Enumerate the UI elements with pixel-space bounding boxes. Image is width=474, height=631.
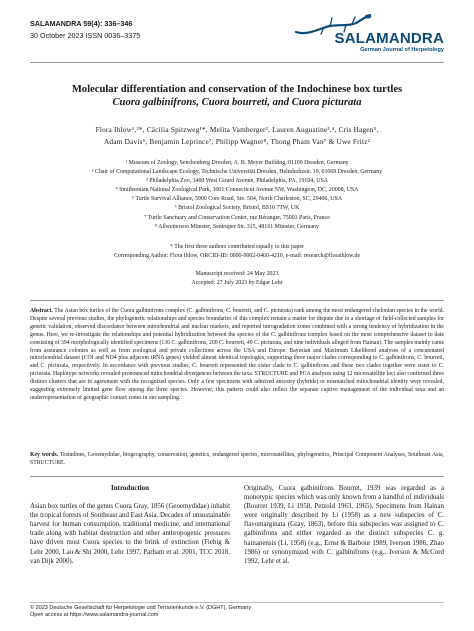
header-divider <box>30 62 444 63</box>
publication-date-line: 30 October 2023 ISSN 0036–3375 <box>30 30 141 40</box>
abstract-text: The Asian box turtles of the Cuora galbinifrons complex (C. galbinifrons, C. bourreti, and C. picturata) rank among the most endangered chelonian species in the world. Despite several previous studies, the phylogenetic relationships and species boundaries of this complex remain a matter for dispute due to a shortage of field-collected samples for genetic validation, observed discordance between mitochondrial and nuclear markers, and reported introgradation zones combined with a strong tendency of hybridization in the genus. Here, we re-investigate the relationships and potential hybridization between the species of the C. galbinifrons complex based on the most comprehensive dataset to date consisting of 394 morphologically identified specimens (136 C. galbinifrons, 200 C. bourreti, 49 C. picturata, and nine individuals alleged from Hainan). The samples mainly came from assurance colonies as well as from zoological and private collections across the USA and Europe. Bayesian and Maximum Likelihood analyses of a concatenated mitochondrial dataset (COI and ND4 plus adjacent tRNA genes) yielded almost identical topologies, supporting three major clades corresponding to C. galbinifrons, C. bourreti, and C. picturata, respectively. In accordance with previous studies, C. bourreti represented the sister clade to C. galbinifrons and these two clades together were sister to C. picturata. Haplotype networks revealed pronounced mitochondrial divergences between the taxa. STRUCTURE and PCA analyses using 12 microsatellite loci also confirmed three distinct clusters that are in agreement with the recognized species. Only a few specimens with admixed ancestry (hybrids) or mismatched mitochondrial identity were revealed, suggesting extremely limited gene flow among the three species. However, this pattern could also reflect the separate captive management of the individual taxa and an underrepresentation of geographic contact zones in our sampling. <box>30 308 444 401</box>
affiliation: ² Chair of Computational Landscape Ecology, Technische Universität Dresden, Helmholtzstr. 10, 01069 Dresden, Germany <box>91 169 383 176</box>
corresponding-author: Corresponding Author: Flora Ihlow, ORCID-ID: 0000-0002-0460-4210, e-mail: research@floraihlow.de <box>113 253 361 260</box>
keywords-text: Testudines, Geoemydidae, biogeography, conservation, genetics, endangered species, microsatellites, phylogenetics, Principal Component Analyses, Southeast Asia, STRUCTURE. <box>30 452 444 466</box>
equal-contribution-note: * The first three authors contributed equally to this paper <box>169 244 305 250</box>
copyright-line: © 2023 Deutsche Gesellschaft für Herpetologie und Terrarienkunde e.V. (DGHT), Germany <box>30 605 252 611</box>
journal-issue-line: SALAMANDRA 59(4): 336–346 <box>30 19 133 28</box>
authors-line-2: Adam Davis⁶, Benjamin Leprince⁷, Philipp Wagner⁸, Thong Pham Van⁷ & Uwe Fritz² <box>103 136 371 146</box>
affiliation: ¹ Museum of Zoology, Senckenberg Dresden, A. B. Meyer Building, 01109 Dresden, Germany <box>125 160 349 166</box>
journal-logo <box>294 14 444 58</box>
intro-left-column <box>30 484 230 566</box>
affiliation: ⁵ Turtle Survival Alliance, 5900 Core Road, Ste. 504, North Charleston, SC, 29406, USA <box>131 196 343 203</box>
title-line-2: Cuora galbinifrons, Cuora bourreti, and Cuora picturata <box>112 97 362 108</box>
author-notes <box>30 243 444 262</box>
section-heading-introduction: Introduction <box>111 484 149 492</box>
affiliation: ⁸ Allwetterzoo Münster, Sentruper Str. 315, 48161 Münster, Germany <box>155 223 319 230</box>
article-title <box>30 83 444 109</box>
abstract-top-divider <box>30 300 444 301</box>
affiliation: ⁴ Smithsonian National Zoological Park, 3001 Connecticut Avenue NW, Washington, DC, 20008, USA <box>115 187 359 194</box>
intro-right-text: Originally, Cuora galbinifrons Bourret, 1939 was regarded as a monotypic species which was only known from a handful of individuals (Bourret 1939, Li 1958, Petzold 1963, 1965). Specimens from Hainan were originally described by Li (1958) as a new subspecies of C. flavomarginata (Gray, 1863), before this subspecies was assigned to C. galbinifrons and either regarded as the distinct subspecies C. g. hainanensis (Li, 1958) (e.g., Ernst & Barbour 1989, Iverson 1986, Zhao 1986) or synonymized with C. galbinifrons (e.g., Iverson & McCord 1992, Lehr et al. <box>244 485 444 565</box>
affiliation: ⁷ Turtle Sanctuary and Conservation Center, rue Béranger, 75003 Paris, France <box>144 214 330 221</box>
page-footer <box>30 605 251 620</box>
journal-header <box>30 18 140 41</box>
accepted-date: Accepted: 27 July 2023 by Edgar Lehr <box>191 280 283 287</box>
keywords <box>30 452 444 468</box>
authors-line-1: Flora Ihlow¹,²*, Cäcilia Spitzweg¹*, Melita Vamberger², Lauren Augustine³,⁴, Cris Hagen⁵, <box>95 125 379 134</box>
received-date: Manuscript received: 24 May 2023 <box>195 271 279 277</box>
author-list <box>30 124 444 147</box>
logo-subtitle: German Journal of Herpetology <box>360 47 444 53</box>
affiliations <box>30 159 444 232</box>
open-access-line: Open access at https://www.salamandra-journal.com <box>30 612 159 619</box>
affiliation: ³ Philadelphia Zoo, 3400 West Girard Avenue, Philadelphia, PA, 19104, USA <box>146 178 328 185</box>
intro-left-text: Asian box turtles of the genus Cuora Gray, 1856 (Geoemydidae) inhabit the tropical forests of Southeast and East Asia. Decades of unsustainable harvest for human consumption, traditional medicine, and international trade along with habitat destruction and other anthropogenic pressures have driven most Cuora species to the brink of extinction (Fiebig & Lehr 2000, Lau & Shi 2000, Lehr 1997, Parham et al. 2001, TCC 2018, van Dijk 2000). <box>30 503 230 565</box>
abstract-label: Abstract. <box>30 308 53 314</box>
abstract-bottom-divider <box>30 476 444 477</box>
affiliation: ⁶ Bristol Zoological Society, Bristol, BS10 7TW, UK <box>174 205 300 212</box>
manuscript-dates <box>30 270 444 288</box>
intro-right-column <box>244 484 444 566</box>
logo-title: SALAMANDRA <box>334 30 444 47</box>
title-line-1: Molecular differentiation and conservation of the Indochinese box turtles <box>71 84 403 95</box>
keywords-label: Key words. <box>30 452 59 458</box>
abstract <box>30 308 444 403</box>
footer-divider <box>30 602 444 603</box>
